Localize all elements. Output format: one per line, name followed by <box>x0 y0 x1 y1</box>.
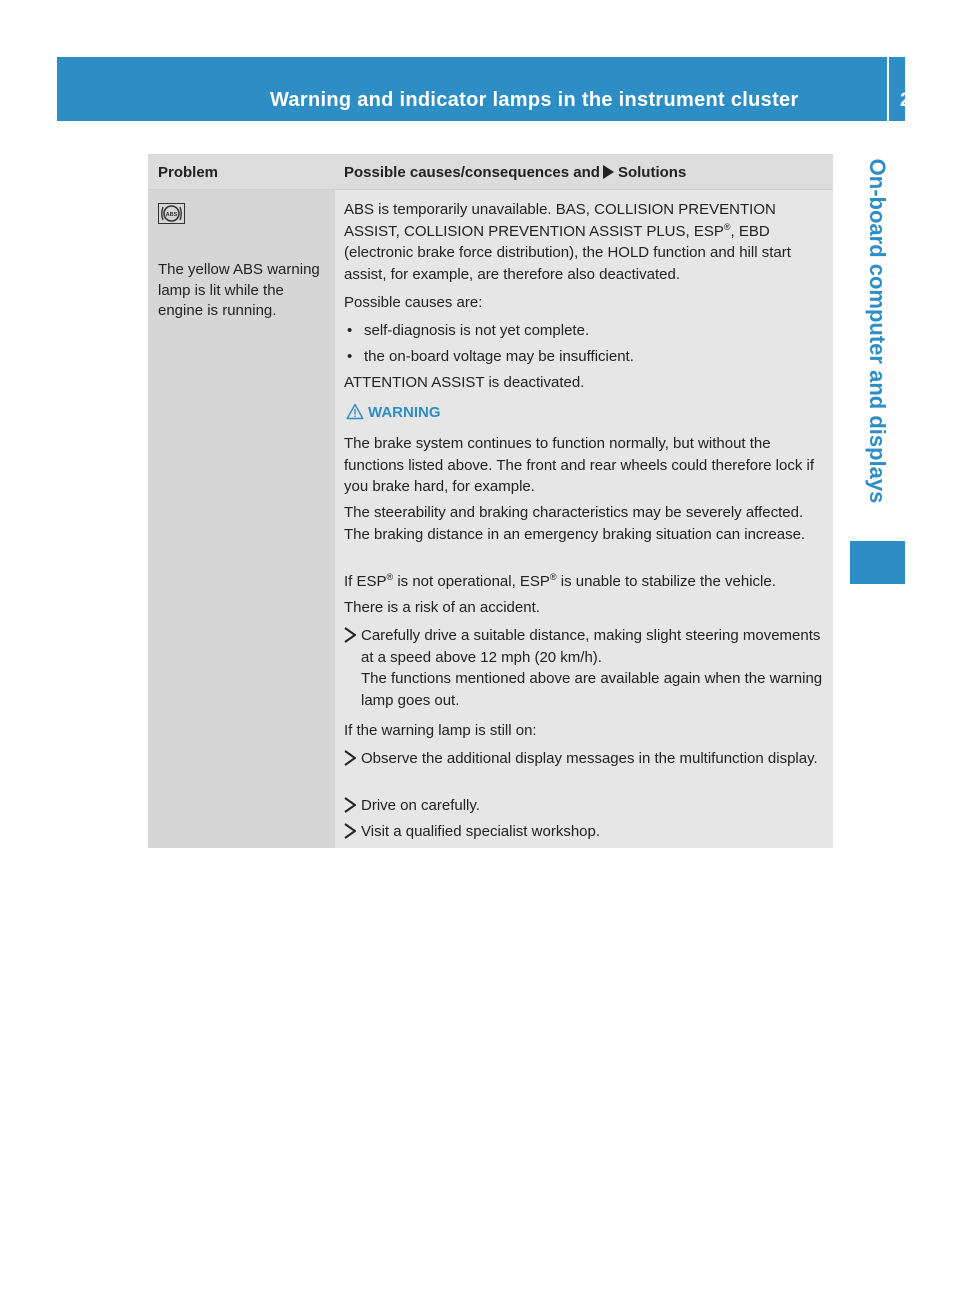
svg-text:ABS: ABS <box>165 211 178 218</box>
action-step-4-text: Visit a qualified specialist workshop. <box>361 823 601 840</box>
chapter-tab-label: On-board computer and displays <box>865 158 891 504</box>
abs-warning-lamp-icon <box>158 203 185 224</box>
esp-text-a: If ESP <box>344 573 387 590</box>
column-header-causes-text: Possible causes/consequences and <box>344 164 600 181</box>
registered-mark: ® <box>723 221 731 232</box>
header-divider <box>887 57 889 121</box>
esp-text <box>344 571 830 593</box>
cause-2-text: the on-board voltage may be insufficient. <box>364 348 634 365</box>
esp-text-b: is not operational, ESP <box>393 573 550 590</box>
still-on-text: If the warning lamp is still on: <box>344 722 537 739</box>
accident-risk-text: There is a risk of an accident. <box>344 599 540 616</box>
bullet-icon: • <box>347 348 353 365</box>
problem-description: The yellow ABS warning lamp is lit while the engine is running. <box>158 261 320 319</box>
table-header-row <box>148 154 833 190</box>
registered-mark: ® <box>386 572 394 582</box>
warning-lamp-table <box>148 154 833 848</box>
column-header-solutions-text: Solutions <box>617 164 687 181</box>
column-header-causes <box>344 164 686 181</box>
action-step-2-text: Observe the additional display messages in the multifunction display. <box>361 750 818 767</box>
list-item-cause-2 <box>347 346 833 368</box>
registered-mark: ® <box>549 572 557 582</box>
abs-unavailable-text <box>344 199 830 285</box>
attention-assist-text: ATTENTION ASSIST is deactivated. <box>344 374 585 391</box>
instruction-arrow-icon <box>344 823 356 839</box>
abs-unavailable-text-a: ABS is temporarily unavailable. BAS, COLLISION PREVENTION ASSIST, COLLISION PREVENTION ASSIST PLUS, ESP <box>344 201 776 240</box>
instruction-arrow-icon <box>344 797 356 813</box>
action-step-3 <box>344 795 830 817</box>
warning-label: WARNING <box>368 404 441 421</box>
chapter-tab-marker <box>850 541 905 584</box>
causes-intro: Possible causes are: <box>344 294 483 311</box>
esp-text-c: is unable to stabilize the vehicle. <box>556 573 776 590</box>
page-header <box>57 57 932 121</box>
column-header-problem: Problem <box>158 164 219 181</box>
warning-text-1: The brake system continues to function normally, but without the functions listed above. The front and rear wheels could therefore lock if you brake hard, for example. <box>344 435 814 495</box>
instruction-arrow-icon <box>344 627 356 643</box>
problem-cell <box>148 190 335 848</box>
action-step-1-text: Carefully drive a suitable distance, making slight steering movements at a speed above 12 mph (20 km/h). <box>361 627 821 666</box>
bullet-icon: • <box>347 322 353 339</box>
list-item-cause-1 <box>347 320 833 342</box>
instruction-arrow-icon <box>344 750 356 766</box>
action-step-2 <box>344 748 830 770</box>
warning-text-2: The steerability and braking characteristics may be severely affected. The braking distance in an emergency braking situation can increase. <box>344 504 806 543</box>
action-step-4 <box>344 821 830 843</box>
arrow-right-icon <box>603 165 614 179</box>
chapter-tab <box>850 121 905 541</box>
abs-unavailable-text-b: , EBD (electronic brake force distribution), the HOLD function and hill start assist, for example, are therefore also deactivated. <box>344 222 791 283</box>
action-step-1-note: The functions mentioned above are available again when the warning lamp goes out. <box>361 670 823 709</box>
page-number: 243 <box>900 90 932 111</box>
action-step-1 <box>344 625 830 711</box>
section-title: Warning and indicator lamps in the instrument cluster <box>270 89 799 111</box>
action-step-3-text: Drive on carefully. <box>361 797 480 814</box>
warning-triangle-icon <box>346 403 364 421</box>
cause-1-text: self-diagnosis is not yet complete. <box>364 322 590 339</box>
